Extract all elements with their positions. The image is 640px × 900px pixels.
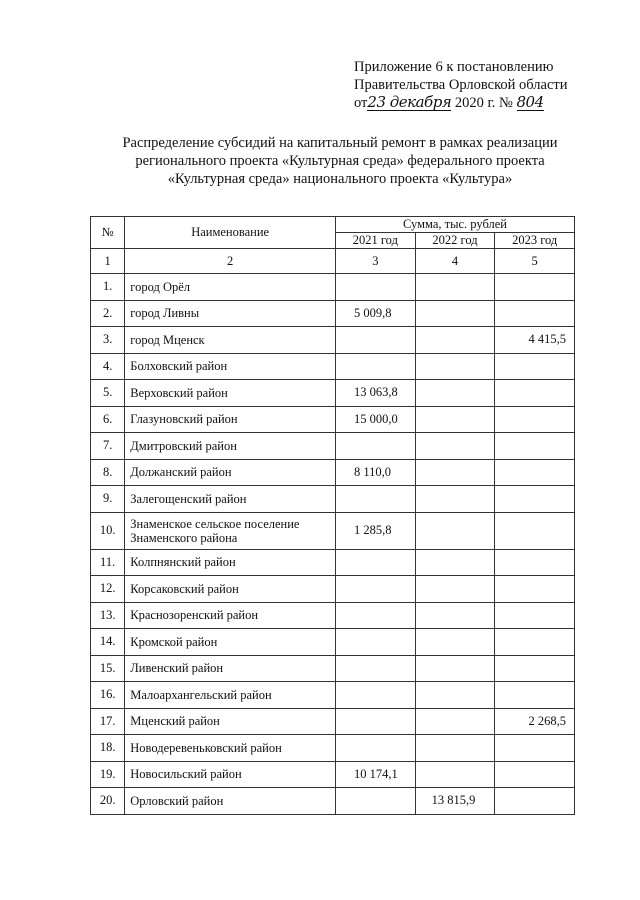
row-value-2021 (336, 327, 416, 354)
row-value-2021 (336, 655, 416, 682)
row-number: 19. (91, 761, 125, 788)
row-name: Верховский район (125, 380, 336, 407)
row-name: Глазуновский район (125, 406, 336, 433)
row-number: 20. (91, 788, 125, 815)
index-cell: 5 (495, 249, 575, 274)
row-name: Залегощенский район (125, 486, 336, 513)
handwritten-number: 804 (516, 93, 544, 111)
row-number: 7. (91, 433, 125, 460)
row-value-2023 (495, 682, 575, 709)
table-index-row (91, 249, 575, 274)
table-row (91, 549, 575, 576)
row-value-2023 (495, 512, 575, 549)
row-value-2023 (495, 735, 575, 762)
row-number: 2. (91, 300, 125, 327)
row-value-2023 (495, 459, 575, 486)
table-row (91, 708, 575, 735)
header-num: № (91, 217, 125, 249)
row-value-2021: 10 174,1 (336, 761, 416, 788)
row-value-2021 (336, 708, 416, 735)
row-value-2023 (495, 486, 575, 513)
row-value-2022 (415, 380, 495, 407)
row-name: город Ливны (125, 300, 336, 327)
table-row (91, 274, 575, 301)
subsidy-table (90, 216, 575, 815)
title-line-1: Распределение субсидий на капитальный ремонт в рамках реализации (122, 135, 558, 151)
row-value-2021 (336, 788, 416, 815)
table-row (91, 761, 575, 788)
table-body (91, 274, 575, 815)
year-text: 2020 г. № (454, 95, 513, 111)
row-name: Знаменское сельское поселение Знаменского района (125, 512, 336, 549)
row-value-2023 (495, 353, 575, 380)
row-value-2022 (415, 433, 495, 460)
index-cell: 4 (415, 249, 495, 274)
title-line-3: «Культурная среда» национального проекта «Культура» (167, 171, 513, 187)
row-value-2023 (495, 274, 575, 301)
row-name: Должанский район (125, 459, 336, 486)
header-date-line (354, 94, 594, 112)
table-row (91, 486, 575, 513)
row-name: Колпнянский район (125, 549, 336, 576)
row-value-2021 (336, 602, 416, 629)
row-value-2023 (495, 788, 575, 815)
row-value-2022 (415, 655, 495, 682)
row-name: Краснозоренский район (125, 602, 336, 629)
row-name: Малоархангельский район (125, 682, 336, 709)
table-row (91, 735, 575, 762)
row-value-2021 (336, 549, 416, 576)
table-row (91, 433, 575, 460)
row-name: город Орёл (125, 274, 336, 301)
row-value-2022 (415, 274, 495, 301)
row-value-2022 (415, 576, 495, 603)
row-number: 17. (91, 708, 125, 735)
row-number: 4. (91, 353, 125, 380)
row-number: 8. (91, 459, 125, 486)
index-cell: 3 (336, 249, 416, 274)
header-name: Наименование (125, 217, 336, 249)
row-number: 3. (91, 327, 125, 354)
row-name: город Мценск (125, 327, 336, 354)
header-line-2: Правительства Орловской области (354, 77, 568, 93)
row-name: Ливенский район (125, 655, 336, 682)
index-cell: 2 (125, 249, 336, 274)
table-row (91, 353, 575, 380)
row-value-2022 (415, 708, 495, 735)
row-value-2021 (336, 576, 416, 603)
row-value-2022 (415, 549, 495, 576)
row-name: Новодеревеньковский район (125, 735, 336, 762)
row-value-2023: 2 268,5 (495, 708, 575, 735)
row-value-2021: 8 110,0 (336, 459, 416, 486)
table-row (91, 576, 575, 603)
row-value-2022 (415, 761, 495, 788)
row-value-2022 (415, 486, 495, 513)
row-name: Корсаковский район (125, 576, 336, 603)
row-value-2022 (415, 602, 495, 629)
title-line-2: регионального проекта «Культурная среда» федерального проекта (135, 153, 545, 169)
row-value-2023: 4 415,5 (495, 327, 575, 354)
header-year-2022: 2022 год (415, 233, 495, 249)
row-value-2022 (415, 353, 495, 380)
row-value-2022: 13 815,9 (415, 788, 495, 815)
table-row (91, 788, 575, 815)
row-value-2022 (415, 512, 495, 549)
row-value-2023 (495, 629, 575, 656)
table-row (91, 380, 575, 407)
row-number: 1. (91, 274, 125, 301)
row-value-2022 (415, 629, 495, 656)
index-cell: 1 (91, 249, 125, 274)
document-header (354, 58, 594, 112)
table-row (91, 682, 575, 709)
row-value-2022 (415, 300, 495, 327)
row-value-2021 (336, 353, 416, 380)
row-value-2023 (495, 602, 575, 629)
row-value-2021: 13 063,8 (336, 380, 416, 407)
row-name: Болховский район (125, 353, 336, 380)
row-value-2023 (495, 433, 575, 460)
row-number: 10. (91, 512, 125, 549)
row-name: Мценский район (125, 708, 336, 735)
table-row (91, 406, 575, 433)
row-value-2021 (336, 486, 416, 513)
row-value-2021 (336, 629, 416, 656)
row-number: 6. (91, 406, 125, 433)
table-row (91, 629, 575, 656)
header-year-2023: 2023 год (495, 233, 575, 249)
row-value-2021: 1 285,8 (336, 512, 416, 549)
table-row (91, 459, 575, 486)
row-value-2022 (415, 327, 495, 354)
table-row (91, 327, 575, 354)
table-row (91, 300, 575, 327)
row-number: 9. (91, 486, 125, 513)
row-value-2021: 5 009,8 (336, 300, 416, 327)
row-number: 14. (91, 629, 125, 656)
header-line-1: Приложение 6 к постановлению (354, 59, 554, 75)
row-number: 5. (91, 380, 125, 407)
row-value-2023 (495, 655, 575, 682)
date-prefix: от (354, 95, 368, 111)
table-row (91, 655, 575, 682)
row-value-2021 (336, 433, 416, 460)
row-number: 11. (91, 549, 125, 576)
row-value-2023 (495, 406, 575, 433)
row-number: 16. (91, 682, 125, 709)
row-value-2022 (415, 406, 495, 433)
row-value-2023 (495, 761, 575, 788)
row-value-2021: 15 000,0 (336, 406, 416, 433)
document-title (60, 134, 620, 188)
row-number: 18. (91, 735, 125, 762)
header-sum: Сумма, тыс. рублей (336, 217, 575, 233)
row-name: Орловский район (125, 788, 336, 815)
header-year-2021: 2021 год (336, 233, 416, 249)
row-name: Новосильский район (125, 761, 336, 788)
table-header-row (91, 217, 575, 233)
row-value-2022 (415, 735, 495, 762)
row-value-2022 (415, 459, 495, 486)
handwritten-date: 23 декабря (367, 93, 452, 111)
table-row (91, 512, 575, 549)
row-value-2021 (336, 735, 416, 762)
row-value-2023 (495, 380, 575, 407)
row-name: Кромской район (125, 629, 336, 656)
row-value-2021 (336, 274, 416, 301)
row-name: Дмитровский район (125, 433, 336, 460)
row-value-2023 (495, 549, 575, 576)
row-number: 12. (91, 576, 125, 603)
table-row (91, 602, 575, 629)
row-value-2022 (415, 682, 495, 709)
row-value-2023 (495, 576, 575, 603)
row-value-2021 (336, 682, 416, 709)
row-value-2023 (495, 300, 575, 327)
row-number: 15. (91, 655, 125, 682)
row-number: 13. (91, 602, 125, 629)
